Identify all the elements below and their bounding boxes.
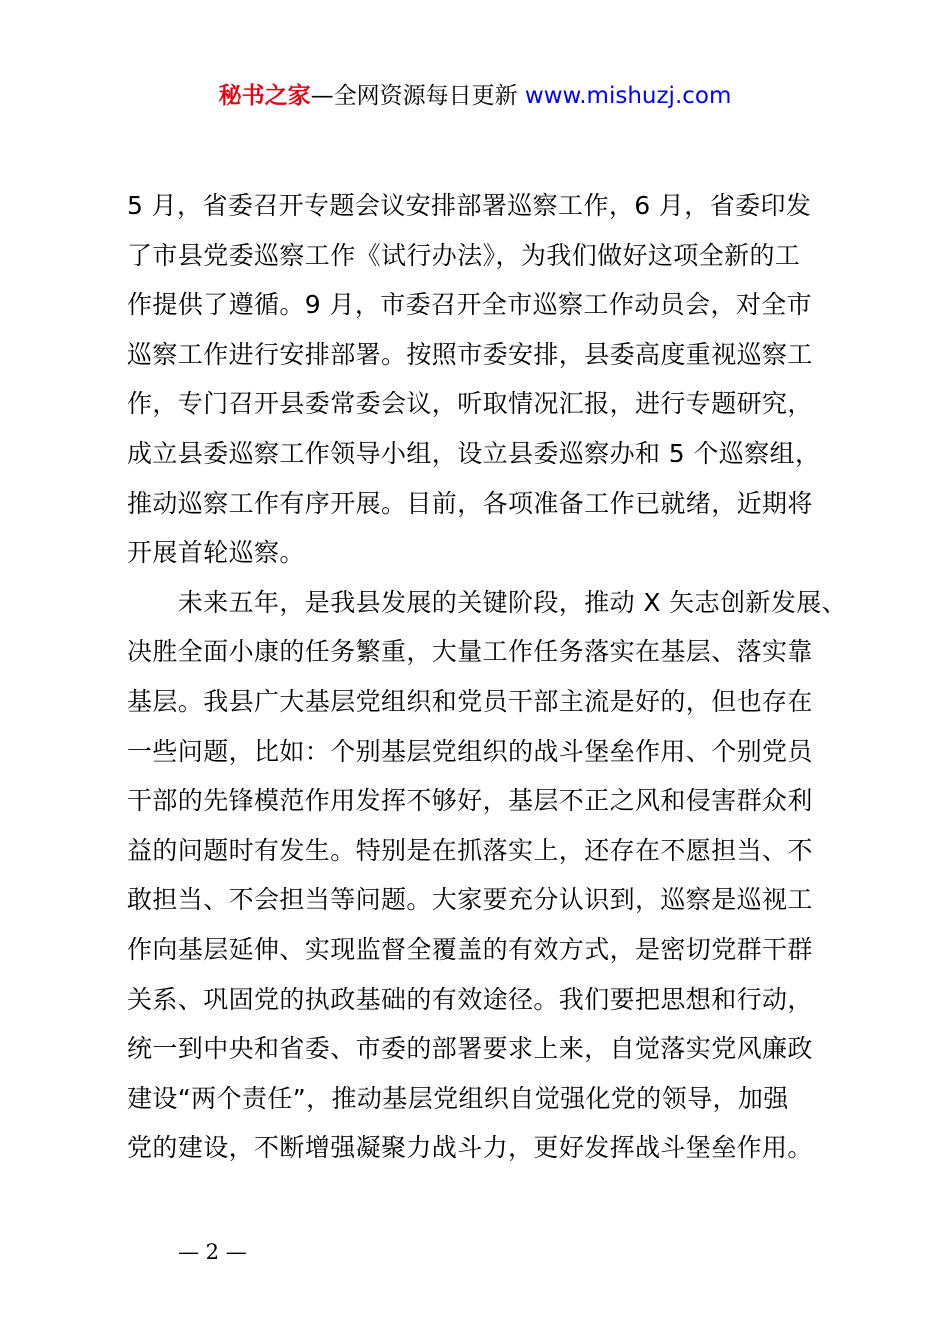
text-line: 作向基层延伸、实现监督全覆盖的有效方式，是密切党群干群 xyxy=(127,934,813,964)
text-line: 作提供了遵循。9 月，市委召开全市巡察工作动员会，对全市 xyxy=(127,290,813,320)
paragraph-1 xyxy=(127,181,837,578)
text-line: 成立县委巡察工作领导小组，设立县委巡察办和 5 个巡察组， xyxy=(127,438,821,468)
text-line: 未来五年，是我县发展的关键阶段，推动 X 矢志创新发展、 xyxy=(127,587,848,617)
text-line: 推动巡察工作有序开展。目前，各项准备工作已就绪，近期将 xyxy=(127,488,813,518)
page-header xyxy=(0,80,950,112)
text-line: 决胜全面小康的任务繁重，大量工作任务落实在基层、落实靠 xyxy=(127,637,813,667)
text-line: 敢担当、不会担当等问题。大家要充分认识到，巡察是巡视工 xyxy=(127,885,813,915)
text-line: 建设“两个责任”，推动基层党组织自觉强化党的领导，加强 xyxy=(127,1083,789,1113)
text-line: 一些问题，比如：个别基层党组织的战斗堡垒作用、个别党员 xyxy=(127,736,813,766)
text-line: 作，专门召开县委常委会议，听取情况汇报，进行专题研究， xyxy=(127,389,813,419)
text-line: 5 月，省委召开专题会议安排部署巡察工作，6 月，省委印发 xyxy=(127,191,812,220)
text-line: 益的问题时有发生。特别是在抓落实上，还存在不愿担当、不 xyxy=(127,835,813,865)
text-line: 关系、巩固党的执政基础的有效途径。我们要把思想和行动， xyxy=(127,984,813,1014)
paragraph-2 xyxy=(127,578,848,1173)
page-number: — 2 — xyxy=(178,1240,247,1264)
header-tagline: —全网资源每日更新 xyxy=(310,83,518,109)
site-url-link[interactable]: www.mishuzj.com xyxy=(524,83,732,109)
text-line: 基层。我县广大基层党组织和党员干部主流是好的，但也存在 xyxy=(127,686,813,716)
text-line: 统一到中央和省委、市委的部署要求上来，自觉落实党风廉政 xyxy=(127,1034,813,1064)
text-line: 巡察工作进行安排部署。按照市委安排，县委高度重视巡察工 xyxy=(127,339,813,369)
text-line: 干部的先锋模范作用发挥不够好，基层不正之风和侵害群众利 xyxy=(127,786,813,816)
text-line: 党的建设，不断增强凝聚力战斗力，更好发挥战斗堡垒作用。 xyxy=(127,1133,813,1163)
text-line: 了市县党委巡察工作《试行办法》，为我们做好这项全新的工 xyxy=(127,240,801,270)
brand-name: 秘书之家 xyxy=(218,83,311,109)
text-line: 开展首轮巡察。 xyxy=(127,538,305,568)
document-body xyxy=(127,181,848,1173)
